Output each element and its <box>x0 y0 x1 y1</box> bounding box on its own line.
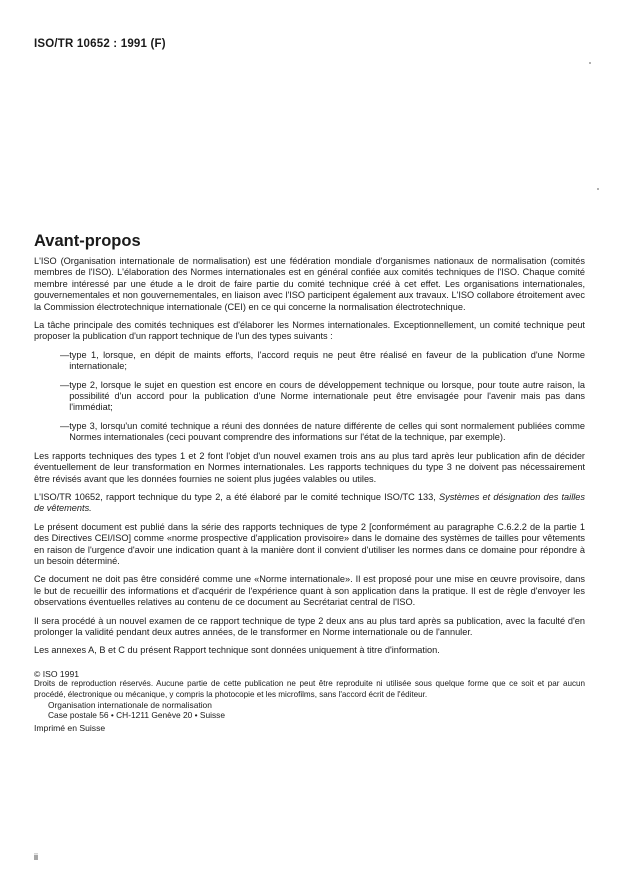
list-item-text: type 1, lorsque, en dépit de maints efforts, l'accord requis ne peut être réalisé en faveur de la publication d'une Norme internationale; <box>69 349 585 372</box>
paragraph-prospective-standard: Le présent document est publié dans la série des rapports techniques de type 2 [conformément au paragraphe C.6.2.2 de la partie 1 des Directives CEI/ISO] comme «norme prospective d'application provisoire» dans le domaine des systèmes de tailles pour vêtements en raison de l'urgence d'avoir une indication quant à la manière dont il convient d'utiliser les normes dans ce domaine pour répondre à un besoin déterminé. <box>34 521 585 566</box>
paragraph-technical-reports: La tâche principale des comités techniques est d'élaborer les Normes internationales. Exceptionnellement, un comité technique peut proposer la publication d'un rapport technique de l'un des types suivants : <box>34 320 585 342</box>
paragraph-annexes: Les annexes A, B et C du présent Rapport technique sont données uniquement à titre d'information. <box>34 645 440 656</box>
document-id-header: ISO/TR 10652 : 1991 (F) <box>34 38 166 50</box>
scan-speck <box>589 62 591 64</box>
dash-bullet: — <box>60 420 70 431</box>
paragraph-reexamination: Il sera procédé à un nouvel examen de ce rapport technique de type 2 deux ans au plus tard après sa publication, avec la faculté d'en prolonger la validité pendant deux autres années, de le transformer en Norme internationale ou de l'annuler. <box>34 615 585 637</box>
dash-bullet: — <box>60 379 70 390</box>
paragraph-review: Les rapports techniques des types 1 et 2 font l'objet d'un nouvel examen trois ans au plus tard après leur publication afin de décider éventuellement de leur transformation en Normes internationales. Les rapports techniques du type 3 ne doivent pas nécessairement être révisés avant que les données fournies ne soient plus jugées valables ou utiles. <box>34 450 585 484</box>
page-title: Avant-propos <box>34 232 141 250</box>
list-item-type-1 <box>34 350 585 373</box>
dash-bullet: — <box>60 349 70 360</box>
printed-in: Imprimé en Suisse <box>34 722 106 733</box>
paragraph-iso-intro: L'ISO (Organisation internationale de normalisation) est une fédération mondiale d'organismes nationaux de normalisation (comités membres de l'ISO). L'élaboration des Normes internationales est en général confiée aux comités techniques de l'ISO. Chaque comité membre intéressé par une étude a le droit de faire partie du comité technique créé à cet effet. Les organisations internationales, gouvernementales et non gouvernementales, en liaison avec l'ISO participent également aux travaux. L'ISO collabore étroitement avec la Commission électrotechnique internationale (CEI) en ce qui concerne la normalisation électrotechnique. <box>34 256 585 312</box>
paragraph-provisional: Ce document ne doit pas être considéré comme une «Norme internationale». Il est proposé pour une mise en œuvre provisoire, dans le but de recueillir des informations et d'acquérir de l'expérience quant à son application dans la pratique. Il est de règle d'envoyer les observations éventuelles relatives au contenu de ce document au Secrétariat central de l'ISO. <box>34 574 585 608</box>
list-item-text: type 2, lorsque le sujet en question est encore en cours de développement technique ou lorsque, pour toute autre raison, la possibilité d'un accord pour la publication d'une Norme internationale peut être envisagée pour l'avenir mais pas dans l'immédiat; <box>69 379 585 413</box>
scan-speck <box>597 188 599 190</box>
rights-notice: Droits de reproduction réservés. Aucune partie de cette publication ne peut être reproduite ni utilisée sous quelque forme que ce soit et par aucun procédé, électronique ou mécanique, y compris la photocopie et les microfilms, sans l'accord écrit de l'éditeur. <box>34 679 585 699</box>
page-number: ii <box>34 852 38 862</box>
copyright-line: © ISO 1991 <box>34 668 80 679</box>
committee-title-italic: Systèmes et désignation des tailles de vêtements. <box>34 491 585 514</box>
organisation-name: Organisation internationale de normalisation <box>48 700 212 710</box>
foreword-body <box>34 256 585 733</box>
list-item-type-2 <box>34 380 585 414</box>
list-item-type-3 <box>34 421 585 444</box>
list-item-text: type 3, lorsqu'un comité technique a réuni des données de nature différente de celles qui sont normalement publiées comme Normes internationales (ceci pouvant comprendre des informations sur l'état de la technique, par exemple). <box>69 420 585 443</box>
paragraph-committee <box>34 492 585 515</box>
postal-address: Case postale 56 • CH-1211 Genève 20 • Suisse <box>48 710 226 721</box>
copyright-block <box>34 669 585 733</box>
committee-text: L'ISO/TR 10652, rapport technique du type 2, a été élaboré par le comité technique ISO/TC 133, <box>34 491 439 502</box>
